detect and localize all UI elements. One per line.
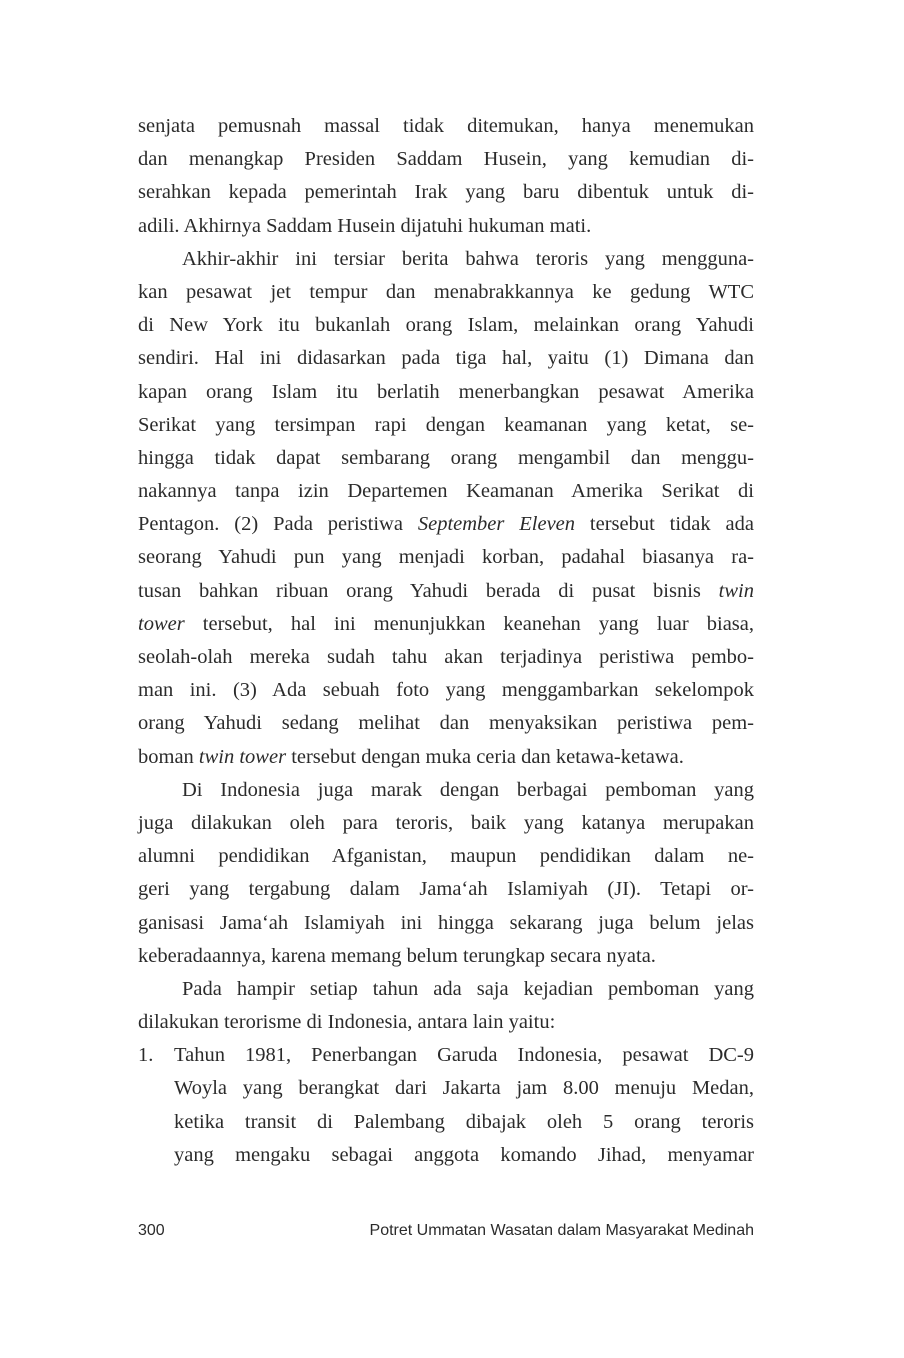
text-line [138, 774, 754, 807]
text-line [138, 475, 754, 508]
text-line [138, 973, 754, 1006]
italic-text: September Eleven [417, 513, 576, 536]
text-run: Akhir-akhir ini tersiar berita bahwa teroris yang mengguna- [182, 247, 754, 270]
text-line [174, 1139, 754, 1172]
text-line [174, 1039, 754, 1072]
text-run: dan menangkap Presiden Saddam Husein, yang kemudian di- [138, 148, 754, 171]
text-line [138, 409, 754, 442]
text-run: nakannya tanpa izin Departemen Keamanan Amerika Serikat di [138, 480, 754, 503]
text-run: man ini. (3) Ada sebuah foto yang menggambarkan sekelompok [138, 679, 754, 702]
text-line [138, 873, 754, 906]
text-run: Di Indonesia juga marak dengan berbagai pemboman yang [182, 778, 754, 801]
text-run: Pentagon. (2) Pada peristiwa [138, 513, 418, 536]
text-run: keberadaannya, karena memang belum terungkap secara nyata. [138, 944, 656, 967]
text-line [138, 243, 754, 276]
list-item [138, 1039, 754, 1172]
text-line [138, 276, 754, 309]
text-run: tersebut tidak ada [575, 513, 754, 536]
text-line [138, 608, 754, 641]
text-line [138, 342, 754, 375]
text-line [138, 741, 754, 774]
text-line [138, 840, 754, 873]
text-line [138, 376, 754, 409]
paragraph [138, 110, 754, 243]
numbered-list [138, 1039, 754, 1172]
text-run: adili. Akhirnya Saddam Husein dijatuhi hukuman mati. [138, 214, 592, 237]
text-line [138, 575, 754, 608]
paragraph [138, 973, 754, 1039]
text-run: juga dilakukan oleh para teroris, baik yang katanya merupakan [138, 811, 754, 834]
text-run: Serikat yang tersimpan rapi dengan keamanan yang ketat, se- [138, 413, 754, 436]
text-run: kapan orang Islam itu berlatih menerbangkan pesawat Amerika [138, 380, 754, 403]
text-line [138, 508, 754, 541]
italic-text: twin tower [198, 745, 287, 768]
text-run: seorang Yahudi pun yang menjadi korban, padahal biasanya ra- [138, 546, 754, 569]
text-line [138, 807, 754, 840]
list-number: 1. [138, 1044, 154, 1067]
text-run: di New York itu bukanlah orang Islam, melainkan orang Yahudi [138, 314, 754, 337]
text-line [138, 674, 754, 707]
text-run: boman [138, 745, 199, 768]
running-title: Potret Ummatan Wasatan dalam Masyarakat Medinah [369, 1222, 754, 1239]
text-run: ketika transit di Palembang dibajak oleh 5 orang teroris [174, 1110, 754, 1133]
text-run: sendiri. Hal ini didasarkan pada tiga hal, yaitu (1) Dimana dan [138, 347, 754, 370]
text-run: Woyla yang berangkat dari Jakarta jam 8.00 menuju Medan, [174, 1077, 754, 1100]
text-run: yang mengaku sebagai anggota komando Jihad, menyamar [174, 1143, 754, 1166]
text-run: ganisasi Jama‘ah Islamiyah ini hingga sekarang juga belum jelas [138, 911, 754, 934]
paragraph [138, 774, 754, 973]
text-line [138, 541, 754, 574]
text-line [138, 143, 754, 176]
text-run: Tahun 1981, Penerbangan Garuda Indonesia, pesawat DC-9 [174, 1044, 754, 1067]
text-run: hingga tidak dapat sembarang orang mengambil dan menggu- [138, 446, 754, 469]
text-line [138, 907, 754, 940]
text-run: tusan bahkan ribuan orang Yahudi berada di pusat bisnis [138, 579, 719, 602]
paragraph [138, 243, 754, 774]
page-number: 300 [138, 1222, 165, 1239]
text-line [138, 309, 754, 342]
page-body [138, 110, 754, 1172]
text-run: kan pesawat jet tempur dan menabrakkannya ke gedung WTC [138, 280, 754, 303]
text-line [138, 940, 754, 973]
italic-text: twin [718, 579, 754, 602]
text-run: Pada hampir setiap tahun ada saja kejadian pemboman yang [182, 977, 754, 1000]
text-run: orang Yahudi sedang melihat dan menyaksikan peristiwa pem- [138, 712, 754, 735]
text-line [138, 1006, 754, 1039]
text-run: tersebut dengan muka ceria dan ketawa-ketawa. [286, 745, 684, 768]
text-line [138, 210, 754, 243]
text-run: alumni pendidikan Afganistan, maupun pendidikan dalam ne- [138, 845, 754, 868]
text-line [138, 442, 754, 475]
italic-text: tower [138, 612, 185, 635]
text-line [138, 641, 754, 674]
text-body [138, 110, 754, 1039]
text-run: tersebut, hal ini menunjukkan keanehan yang luar biasa, [184, 612, 754, 635]
text-run: senjata pemusnah massal tidak ditemukan, hanya menemukan [138, 115, 754, 137]
text-run: geri yang tergabung dalam Jama‘ah Islamiyah (JI). Tetapi or- [138, 878, 754, 901]
text-run: seolah-olah mereka sudah tahu akan terjadinya peristiwa pembo- [138, 646, 754, 668]
text-line [174, 1072, 754, 1105]
text-run: serahkan kepada pemerintah Irak yang baru dibentuk untuk di- [138, 181, 754, 204]
text-line [138, 110, 754, 143]
text-run: dilakukan terorisme di Indonesia, antara lain yaitu: [138, 1011, 556, 1034]
page-footer [138, 1222, 754, 1246]
text-line [138, 707, 754, 740]
text-line [138, 176, 754, 209]
text-line [174, 1106, 754, 1139]
